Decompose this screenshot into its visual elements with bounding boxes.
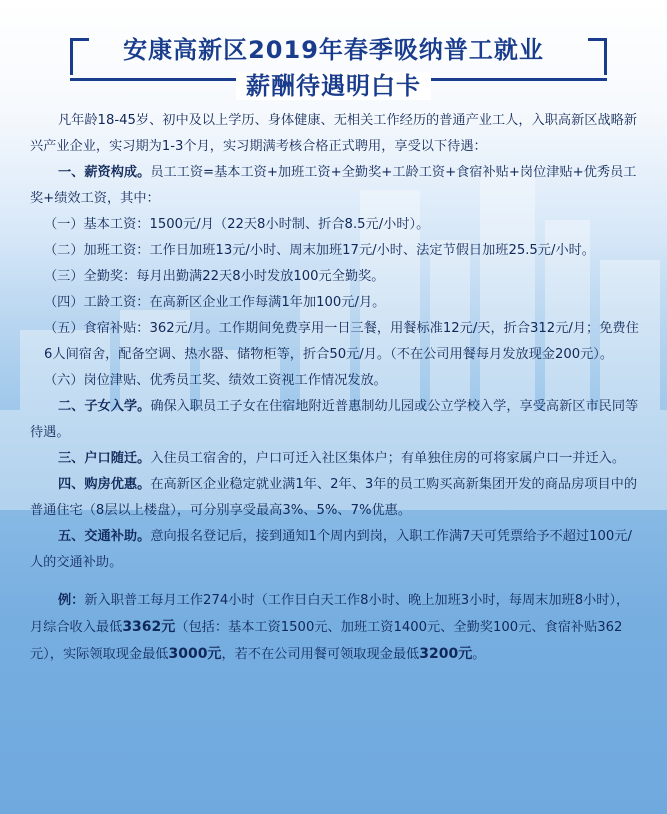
- example-part-2: （包括：基本工资1500元、加班工资1400元、全勤奖100元、食宿补贴362元），实际领取现金最低: [30, 620, 623, 662]
- title-line-2-text: 薪酬待遇明白卡: [236, 72, 431, 100]
- section-hukou-head: 三、户口随迁。: [58, 451, 151, 466]
- section-transport: [30, 524, 640, 576]
- example-amount-cash: 3000元: [168, 646, 222, 662]
- example-part-1: 新入职普工每月工作274小时（工作日白天工作8小时、晚上加班3小时，每周末加班8小时），月综合收入最低: [30, 593, 630, 635]
- section-school-head: 二、子女入学。: [58, 399, 151, 414]
- section-transport-head: 五、交通补助。: [58, 529, 151, 544]
- salary-item-5: （五）食宿补贴：362元/月。工作期间免费享用一日三餐，用餐标准12元/天，折合312元/月；免费住6人间宿舍，配备空调、热水器、储物柜等，折合50元/月。（不在公司用餐每月发放现金200元）。: [44, 321, 639, 362]
- example-paragraph: [30, 588, 640, 668]
- section-transport-text: 意向报名登记后，接到通知1个周内到岗，入职工作满7天可凭票给予不超过100元/人的交通补助。: [30, 529, 632, 570]
- intro-paragraph: 凡年龄18-45岁、初中及以上学历、身体健康、无相关工作经历的普通产业工人，入职高新区战略新兴产业企业，实习期为1-3个月，实习期满考核合格正式聘用，享受以下待遇：: [30, 113, 638, 154]
- section-salary-text: 员工工资=基本工资+加班工资+全勤奖+工龄工资+食宿补贴+岗位津贴+优秀员工奖+绩效工资，其中：: [30, 165, 637, 206]
- salary-item-6: （六）岗位津贴、优秀员工奖、绩效工资视工作情况发放。: [44, 373, 387, 388]
- section-salary-head: 一、薪资构成。: [58, 165, 151, 180]
- document-body: [30, 108, 640, 668]
- example-part-4: 。: [472, 647, 486, 662]
- title-line-2: [0, 66, 667, 101]
- salary-item-2: （二）加班工资：工作日加班13元/小时、周末加班17元/小时、法定节假日加班25.5元/小时。: [44, 243, 595, 258]
- title-block: [0, 22, 667, 100]
- section-school-text: 确保入职员工子女在住宿地附近普惠制幼儿园或公立学校入学，享受高新区市民同等待遇。: [30, 399, 639, 440]
- section-housing-head: 四、购房优惠。: [58, 477, 151, 492]
- example-part-3: ，若不在公司用餐可领取现金最低: [221, 647, 420, 662]
- section-housing: [30, 472, 640, 524]
- section-hukou: [30, 446, 640, 472]
- example-amount-cash-no-meal: 3200元: [419, 646, 473, 662]
- section-school: [30, 394, 640, 446]
- section-salary: [30, 160, 640, 212]
- example-label: 例：: [58, 593, 85, 608]
- salary-item-3: （三）全勤奖：每月出勤满22天8小时发放100元全勤奖。: [44, 269, 385, 284]
- salary-item-4: （四）工龄工资：在高新区企业工作每满1年加100元/月。: [44, 295, 386, 310]
- section-housing-text: 在高新区企业稳定就业满1年、2年、3年的员工购买高新集团开发的商品房项目中的普通住宅（8层以上楼盘），可分别享受最高3%、5%、7%优惠。: [30, 477, 638, 518]
- title-line-1: 安康高新区2019年春季吸纳普工就业: [123, 36, 544, 64]
- section-hukou-text: 入住员工宿舍的，户口可迁入社区集体户；有单独住房的可将家属户口一并迁入。: [150, 451, 626, 466]
- example-amount-monthly: 3362元: [122, 619, 176, 635]
- salary-item-1: （一）基本工资：1500元/月（22天8小时制、折合8.5元/小时）。: [44, 217, 430, 232]
- spacer: [30, 576, 640, 588]
